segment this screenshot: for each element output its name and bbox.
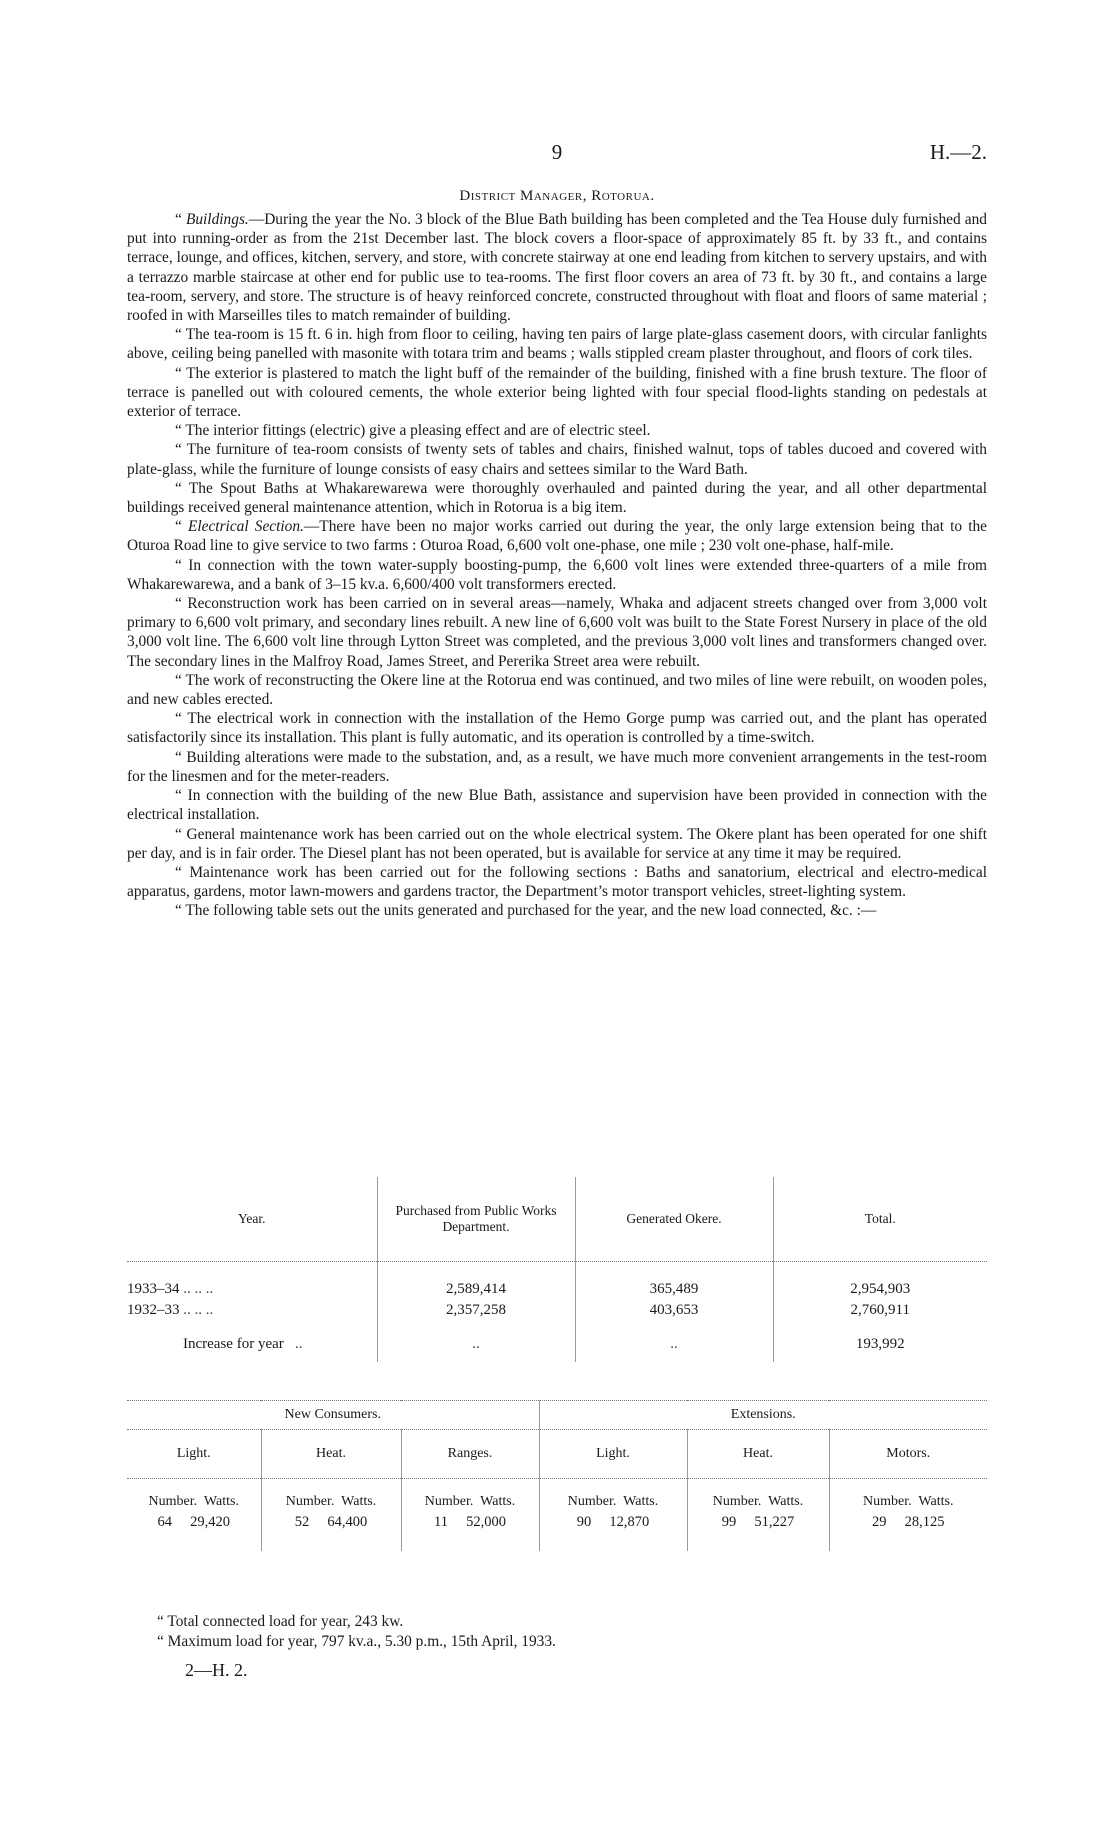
column-header-year: Year. (127, 1177, 377, 1262)
paragraph: “ The exterior is plastered to match the light buff of the remainder of the building, finished with a fine brush texture. The floor of terrace is panelled out with coloured cements, the whole exterior being lighted with four special flood-lights standing on pedestals at exterior of terrace. (127, 364, 987, 421)
paragraph: “ General maintenance work has been carried out on the whole electrical system. The Okere plant has been operated for one shift per day, and is in fair order. The Diesel plant has not been operated, but is available for service at any time it may be required. (127, 825, 987, 862)
total-cell: 2,760,911 (773, 1300, 987, 1321)
paragraph: “ Buildings.—During the year the No. 3 block of the Blue Bath building has been completed and the Tea House duly furnished and put into running-order as from the 21st December last. The block covers a floor-space of approximately 85 ft. by 33 ft., and contains terrace, lounge, and offices, kitchen, servery, and store, with concrete stairway at one end leading from kitchen to servery upstairs, and with a terrazzo marble staircase at other end for public use to tea-rooms. The first floor covers an area of 73 ft. by 30 ft., and contains a large tea-room, servery, and store. The structure is of heavy reinforced concrete, constructed throughout with float and floors of same material ; roofed in with Marseilles tiles to match remainder of building. (127, 211, 987, 325)
column-header-motors: Motors. (829, 1430, 987, 1479)
paragraph: “ In connection with the building of the new Blue Bath, assistance and supervision have been provided in connection with the electrical installation. (127, 787, 987, 824)
value-cell: 90 12,870 (539, 1512, 687, 1551)
number-watts-label: Number. Watts. (148, 1494, 239, 1509)
table-group-header-row (127, 1401, 987, 1430)
value-cell: 64 29,420 (157, 1514, 230, 1530)
value-cell: 11 52,000 (401, 1512, 539, 1551)
report-body (127, 210, 987, 921)
column-header-purchased: Purchased from Public Works Department. (377, 1177, 575, 1262)
paragraph-heading: Electrical Section. (187, 518, 304, 536)
value-cell: 99 51,227 (687, 1512, 829, 1551)
purchased-cell: .. (377, 1321, 575, 1362)
paragraph: “ The tea-room is 15 ft. 6 in. high from floor to ceiling, having ten pairs of large plate-glass casement doors, with circular fanlights above, ceiling being panelled with masonite with totara trim and beams ; walls stippled cream plaster throughout, and floors of cork tiles. (127, 326, 987, 363)
number-watts-label: Number. Watts. (539, 1479, 687, 1513)
paragraph: “ Electrical Section.—There have been no major works carried out during the year, the only large extension being that to the Oturoa Road line to give service to two farms : Oturoa Road, 6,600 volt one-phase, one mile ; 230 volt one-phase, half-mile. (127, 518, 987, 555)
generated-cell: 365,489 (575, 1262, 773, 1301)
purchased-cell: 2,357,258 (377, 1300, 575, 1321)
paragraph: “ The electrical work in connection with the installation of the Hemo Gorge pump was carried out, and the plant has operated satisfactorily since its installation. This plant is fully automatic, and its operation is controlled by a time-switch. (127, 710, 987, 747)
notes (127, 1612, 987, 1652)
increase-row (127, 1321, 987, 1362)
page-header (127, 140, 987, 170)
year-cell: 1932–33 .. .. .. (127, 1302, 214, 1318)
column-header-light: Light. (127, 1430, 261, 1479)
purchased-cell: 2,589,414 (377, 1262, 575, 1301)
load-table (127, 1400, 987, 1551)
paragraph: “ Maintenance work has been carried out for the following sections : Baths and sanatorium, electrical and electro-medical apparatus, gardens, motor lawn-mowers and gardens tractor, the Department’s motor transport vehicles, street-lighting system. (127, 863, 987, 901)
table-header-row (127, 1430, 987, 1479)
section-title: District Manager, Rotorua. (459, 188, 655, 204)
paragraph: “ The furniture of tea-room consists of twenty sets of tables and chairs, finished walnut, tops of tables ducoed and covered with plate-glass, while the furniture of lounge consists of easy chairs and settees similar to the Ward Bath. (127, 441, 987, 478)
number-watts-label: Number. Watts. (687, 1479, 829, 1513)
units-table (127, 1177, 987, 1362)
column-header-ranges: Ranges. (401, 1430, 539, 1479)
column-header-heat: Heat. (687, 1430, 829, 1479)
paragraph: “ In connection with the town water-supply boosting-pump, the 6,600 volt lines were extended three-quarters of a mile from Whakarewarewa, and a bank of 3–15 kv.a. 6,600/400 volt transformers erected. (127, 556, 987, 593)
column-header-heat: Heat. (261, 1430, 401, 1479)
paragraph: “ The work of reconstructing the Okere line at the Rotorua end was continued, and two miles of line were rebuilt, on wooden poles, and new cables erected. (127, 671, 987, 709)
generated-cell: .. (575, 1321, 773, 1362)
table-header-row (127, 1177, 987, 1262)
page-number: 9 (551, 140, 563, 164)
column-header-generated: Generated Okere. (575, 1177, 773, 1262)
table-row (127, 1512, 987, 1551)
year-cell: 1933–34 .. .. .. (127, 1281, 214, 1297)
generated-cell: 403,653 (575, 1300, 773, 1321)
group-header-extensions: Extensions. (539, 1401, 987, 1430)
group-header-new-consumers: New Consumers. (127, 1401, 539, 1430)
paragraph: “ The following table sets out the units generated and purchased for the year, and the new load connected, &c. :— (175, 902, 877, 920)
paragraph: “ The Spout Baths at Whakarewarewa were thoroughly overhauled and painted during the year, and all other departmental buildings received general maintenance attention, which in Rotorua is a big item. (127, 479, 987, 517)
footer-signature: 2—H. 2. (185, 1660, 248, 1680)
paragraph: “ Building alterations were made to the substation, and, as a result, we have much more convenient arrangements in the test-room for the linesmen and for the meter-readers. (127, 748, 987, 785)
paragraph: “ Reconstruction work has been carried on in several areas—namely, Whaka and adjacent streets changed over from 3,000 volt primary to 6,600 volt primary, and secondary lines rebuilt. A new line of 6,600 volt was built to the State Forest Nursery in place of the old 3,000 volt line. The 6,600 volt line through Lytton Street was completed, and the previous 3,000 volt lines and transformers changed over. The secondary lines in the Malfroy Road, James Street, and Pererika Street area were rebuilt. (127, 595, 987, 670)
paragraph-heading: Buildings. (185, 211, 249, 228)
column-header-total: Total. (773, 1177, 987, 1262)
table-row (127, 1262, 987, 1301)
value-cell: 29 28,125 (829, 1512, 987, 1551)
total-cell: 2,954,903 (773, 1262, 987, 1301)
number-watts-label: Number. Watts. (829, 1479, 987, 1513)
column-header-light: Light. (539, 1430, 687, 1479)
document-reference: H.—2. (929, 140, 987, 164)
number-watts-label-row (127, 1479, 987, 1513)
note-maximum-load: “ Maximum load for year, 797 kv.a., 5.30 p.m., 15th April, 1933. (157, 1633, 556, 1650)
value-cell: 52 64,400 (261, 1512, 401, 1551)
total-cell: 193,992 (773, 1321, 987, 1362)
increase-label: Increase for year .. (183, 1336, 303, 1352)
note-total-load: “ Total connected load for year, 243 kw. (157, 1613, 404, 1630)
number-watts-label: Number. Watts. (401, 1479, 539, 1513)
paragraph: “ The interior fittings (electric) give a pleasing effect and are of electric steel. (175, 422, 651, 440)
table-row (127, 1300, 987, 1321)
number-watts-label: Number. Watts. (261, 1479, 401, 1513)
